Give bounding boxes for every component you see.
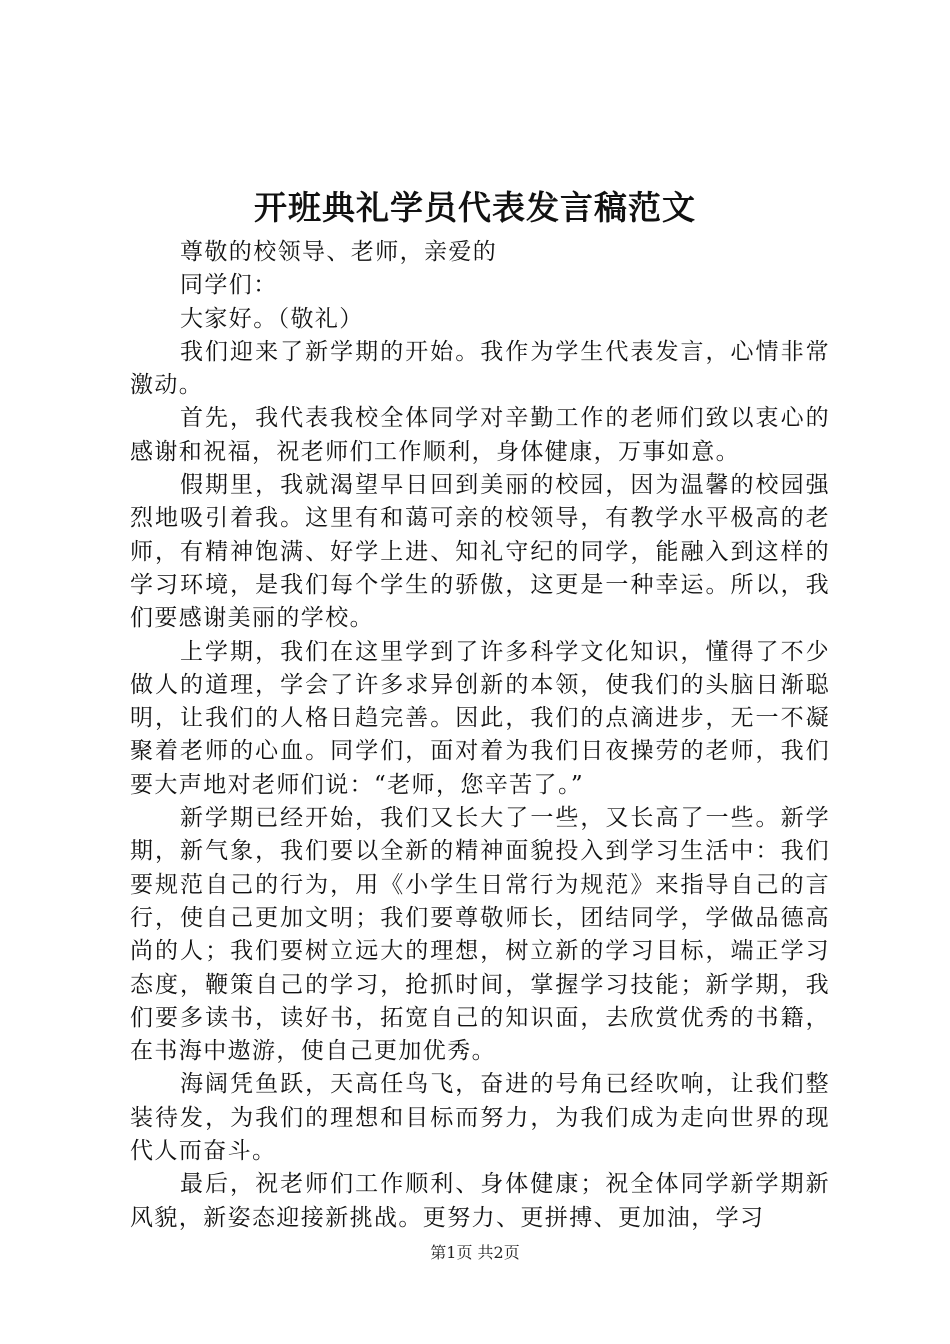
- document-title: 开班典礼学员代表发言稿范文: [254, 188, 696, 227]
- greeting-line: 大家好。（敬礼）: [180, 305, 364, 332]
- document-body: [130, 236, 830, 1235]
- paragraph-1: 我们迎来了新学期的开始。我作为学生代表发言，心情非常激动。: [130, 338, 830, 399]
- paragraph-3: 假期里，我就渴望早日回到美丽的校园，因为温馨的校园强烈地吸引着我。这里有和蔼可亲的校领导，有教学水平极高的老师，有精神饱满、好学上进、知礼守纪的同学，能融入到这样的学习环境，是我们每个学生的骄傲，这更是一种幸运。所以，我们要感谢美丽的学校。: [130, 472, 830, 632]
- paragraph-7: 最后，祝老师们工作顺利、身体健康；祝全体同学新学期新风貌，新姿态迎接新挑战。更努力、更拼搏、更加油，学习: [130, 1171, 830, 1231]
- paragraph-6: 海阔凭鱼跃，天高任鸟飞，奋进的号角已经吹响，让我们整装待发，为我们的理想和目标而努力，为我们成为走向世界的现代人而奋斗。: [130, 1071, 830, 1165]
- salutation-line-1: 尊敬的校领导、老师，亲爱的: [180, 239, 498, 265]
- paragraph-2: 首先，我代表我校全体同学对辛勤工作的老师们致以衷心的感谢和祝福，祝老师们工作顺利，身体健康，万事如意。: [130, 405, 830, 465]
- paragraph-4: 上学期，我们在这里学到了许多科学文化知识，懂得了不少做人的道理，学会了许多求异创新的本领，使我们的头脑日渐聪明，让我们的人格日趋完善。因此，我们的点滴进步，无一不凝聚着老师的心血。同学们，面对着为我们日夜操劳的老师，我们要大声地对老师们说：“老师，您辛苦了。”: [130, 638, 830, 798]
- salutation-line-2: 同学们：: [180, 272, 278, 299]
- page-footer: 第1页 共2页: [430, 1243, 520, 1262]
- paragraph-5: 新学期已经开始，我们又长大了一些，又长高了一些。新学期，新气象，我们要以全新的精神面貌投入到学习生活中：我们要规范自己的行为，用《小学生日常行为规范》来指导自己的言行，使自己更加文明；我们要尊敬师长，团结同学，学做品德高尚的人；我们要树立远大的理想，树立新的学习目标，端正学习态度，鞭策自己的学习，抢抓时间，掌握学习技能；新学期，我们要多读书，读好书，拓宽自己的知识面，去欣赏优秀的书籍，在书海中遨游，使自己更加优秀。: [130, 805, 830, 1065]
